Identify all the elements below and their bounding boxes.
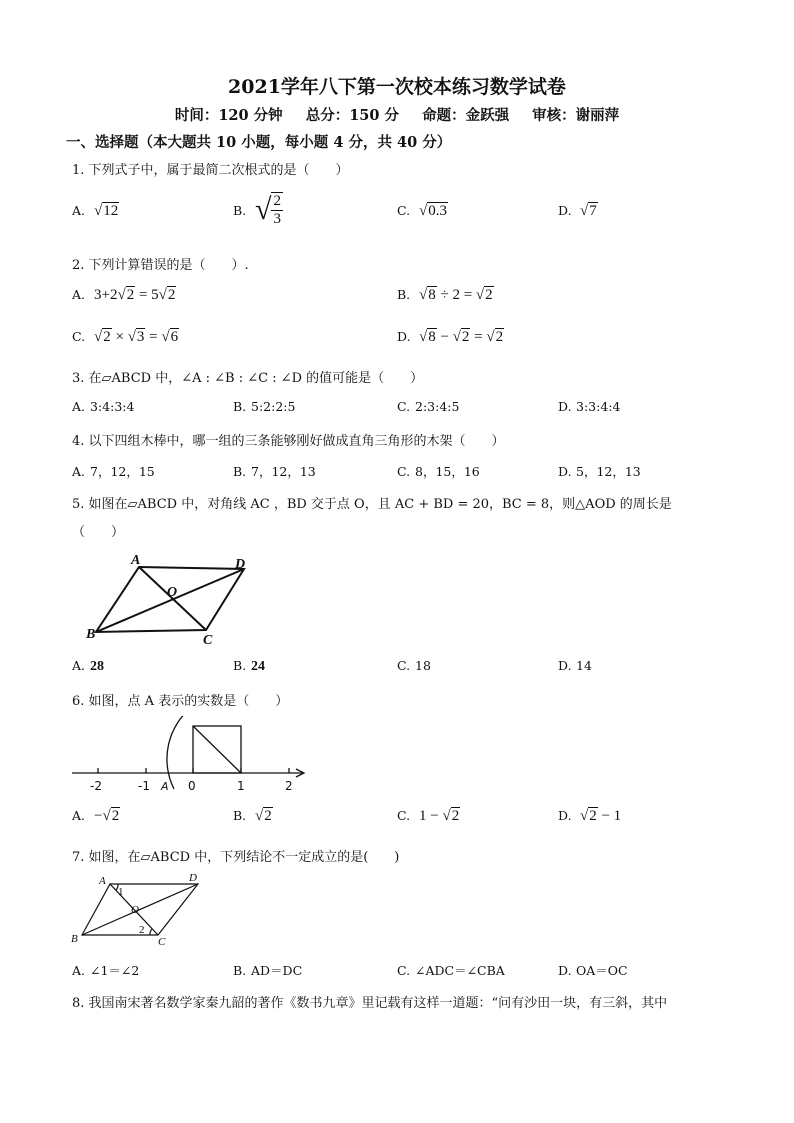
q1-option-a: A. √12 xyxy=(72,203,119,219)
q5-option-d: D. 14 xyxy=(558,658,592,673)
question-2-stem: 2. 下列计算错误的是（ ）. xyxy=(72,258,249,273)
q7-option-b: B. AD＝DC xyxy=(233,963,303,978)
q5-option-a: A. 28 xyxy=(72,658,104,674)
exam-time: 时间：120 分钟 xyxy=(174,107,283,124)
q7-option-d: D. OA＝OC xyxy=(558,963,628,978)
svg-text:-1: -1 xyxy=(138,779,150,793)
svg-text:2: 2 xyxy=(139,924,145,936)
svg-text:D: D xyxy=(189,872,197,884)
q4-option-c: C. 8，15，16 xyxy=(397,464,480,479)
svg-text:2: 2 xyxy=(285,779,293,793)
question-3-stem: 3. 在▱ABCD 中，∠A : ∠B : ∠C : ∠D 的值可能是（ ） xyxy=(72,371,424,386)
exam-score: 总分：150 分 xyxy=(305,107,400,124)
q3-option-a: A. 3:4:3:4 xyxy=(72,399,135,414)
q1-option-d: D. √7 xyxy=(558,203,597,219)
q5-diagonal-bd xyxy=(96,569,244,632)
svg-text:1: 1 xyxy=(237,779,245,793)
q5-option-b: B. 24 xyxy=(233,658,265,674)
q4-option-a: A. 7，12，15 xyxy=(72,464,155,479)
svg-text:A: A xyxy=(99,875,106,887)
q6-option-b: B. √2 xyxy=(233,808,272,824)
question-8-stem: 8. 我国南宋著名数学家秦九韶的著作《数书九章》里记载有这样一道题：“问有沙田一块，有三斜，其中 xyxy=(72,996,668,1011)
q4-option-b: B. 7，12，13 xyxy=(233,464,316,479)
q5-parallelogram-figure xyxy=(84,552,254,648)
svg-text:A: A xyxy=(161,780,169,793)
q1-option-b: B. √ $\frac{2}{3}$ xyxy=(233,193,281,227)
q7-parallelogram-figure xyxy=(66,872,212,948)
q6-option-c: C. 1 − √2 xyxy=(397,808,460,824)
exam-reviewer: 审核：谢丽萍 xyxy=(532,107,620,124)
q1-option-c: C. √0.3 xyxy=(397,203,447,219)
svg-text:-2: -2 xyxy=(90,779,102,793)
q7-option-a: A. ∠1＝∠2 xyxy=(72,963,140,978)
question-4-stem: 4. 以下四组木棒中，哪一组的三条能够刚好做成直角三角形的木架（ ） xyxy=(72,434,505,449)
page-title: 2021学年八下第一次校本练习数学试卷 xyxy=(228,76,566,98)
q3-option-d: D. 3:3:4:4 xyxy=(558,399,621,414)
section-heading: 一、选择题（本大题共 10 小题，每小题 4 分，共 40 分） xyxy=(66,134,452,151)
question-5-stem-cont: （ ） xyxy=(72,525,125,540)
exam-meta xyxy=(0,104,794,125)
svg-text:C: C xyxy=(158,936,166,948)
q6-square-diagonal xyxy=(193,726,241,773)
q5-label-c: C xyxy=(203,633,213,648)
q5-label-o: O xyxy=(167,585,178,600)
svg-text:B: B xyxy=(71,933,78,945)
q5-label-a: A xyxy=(131,553,141,568)
q2-option-b: B. √8 ÷ 2 = √2 xyxy=(397,287,493,303)
q3-option-b: B. 5:2:2:5 xyxy=(233,399,296,414)
q2-option-d: D. √8 − √2 = √2 xyxy=(397,329,504,345)
q5-label-d: D xyxy=(235,557,246,572)
question-6-stem: 6. 如图，点 A 表示的实数是（ ） xyxy=(72,694,289,709)
q7-option-c: C. ∠ADC＝∠CBA xyxy=(397,963,505,978)
question-5-stem: 5. 如图在▱ABCD 中，对角线 AC ，BD 交于点 O，且 AC + BD = 20，BC = 8，则△AOD 的周长是 xyxy=(72,497,672,512)
svg-text:1: 1 xyxy=(118,886,124,898)
q2-option-a: A. 3+2√2 = 5√2 xyxy=(72,287,176,303)
question-7-stem: 7. 如图，在▱ABCD 中，下列结论不一定成立的是( ) xyxy=(72,850,400,865)
q5-option-c: C. 18 xyxy=(397,658,431,673)
q2-option-c: C. √2 × √3 = √6 xyxy=(72,329,179,345)
svg-text:0: 0 xyxy=(188,779,196,793)
q5-label-b: B xyxy=(86,627,96,642)
q6-number-line-figure xyxy=(70,716,310,796)
q6-option-a: A. −√2 xyxy=(72,808,120,824)
q4-option-d: D. 5，12，13 xyxy=(558,464,641,479)
svg-text:O: O xyxy=(131,904,139,916)
q3-option-c: C. 2:3:4:5 xyxy=(397,399,460,414)
q6-option-d: D. √2 − 1 xyxy=(558,808,622,824)
question-1-stem: 1. 下列式子中，属于最简二次根式的是（ ） xyxy=(72,163,349,178)
exam-author: 命题：金跃强 xyxy=(422,107,510,124)
